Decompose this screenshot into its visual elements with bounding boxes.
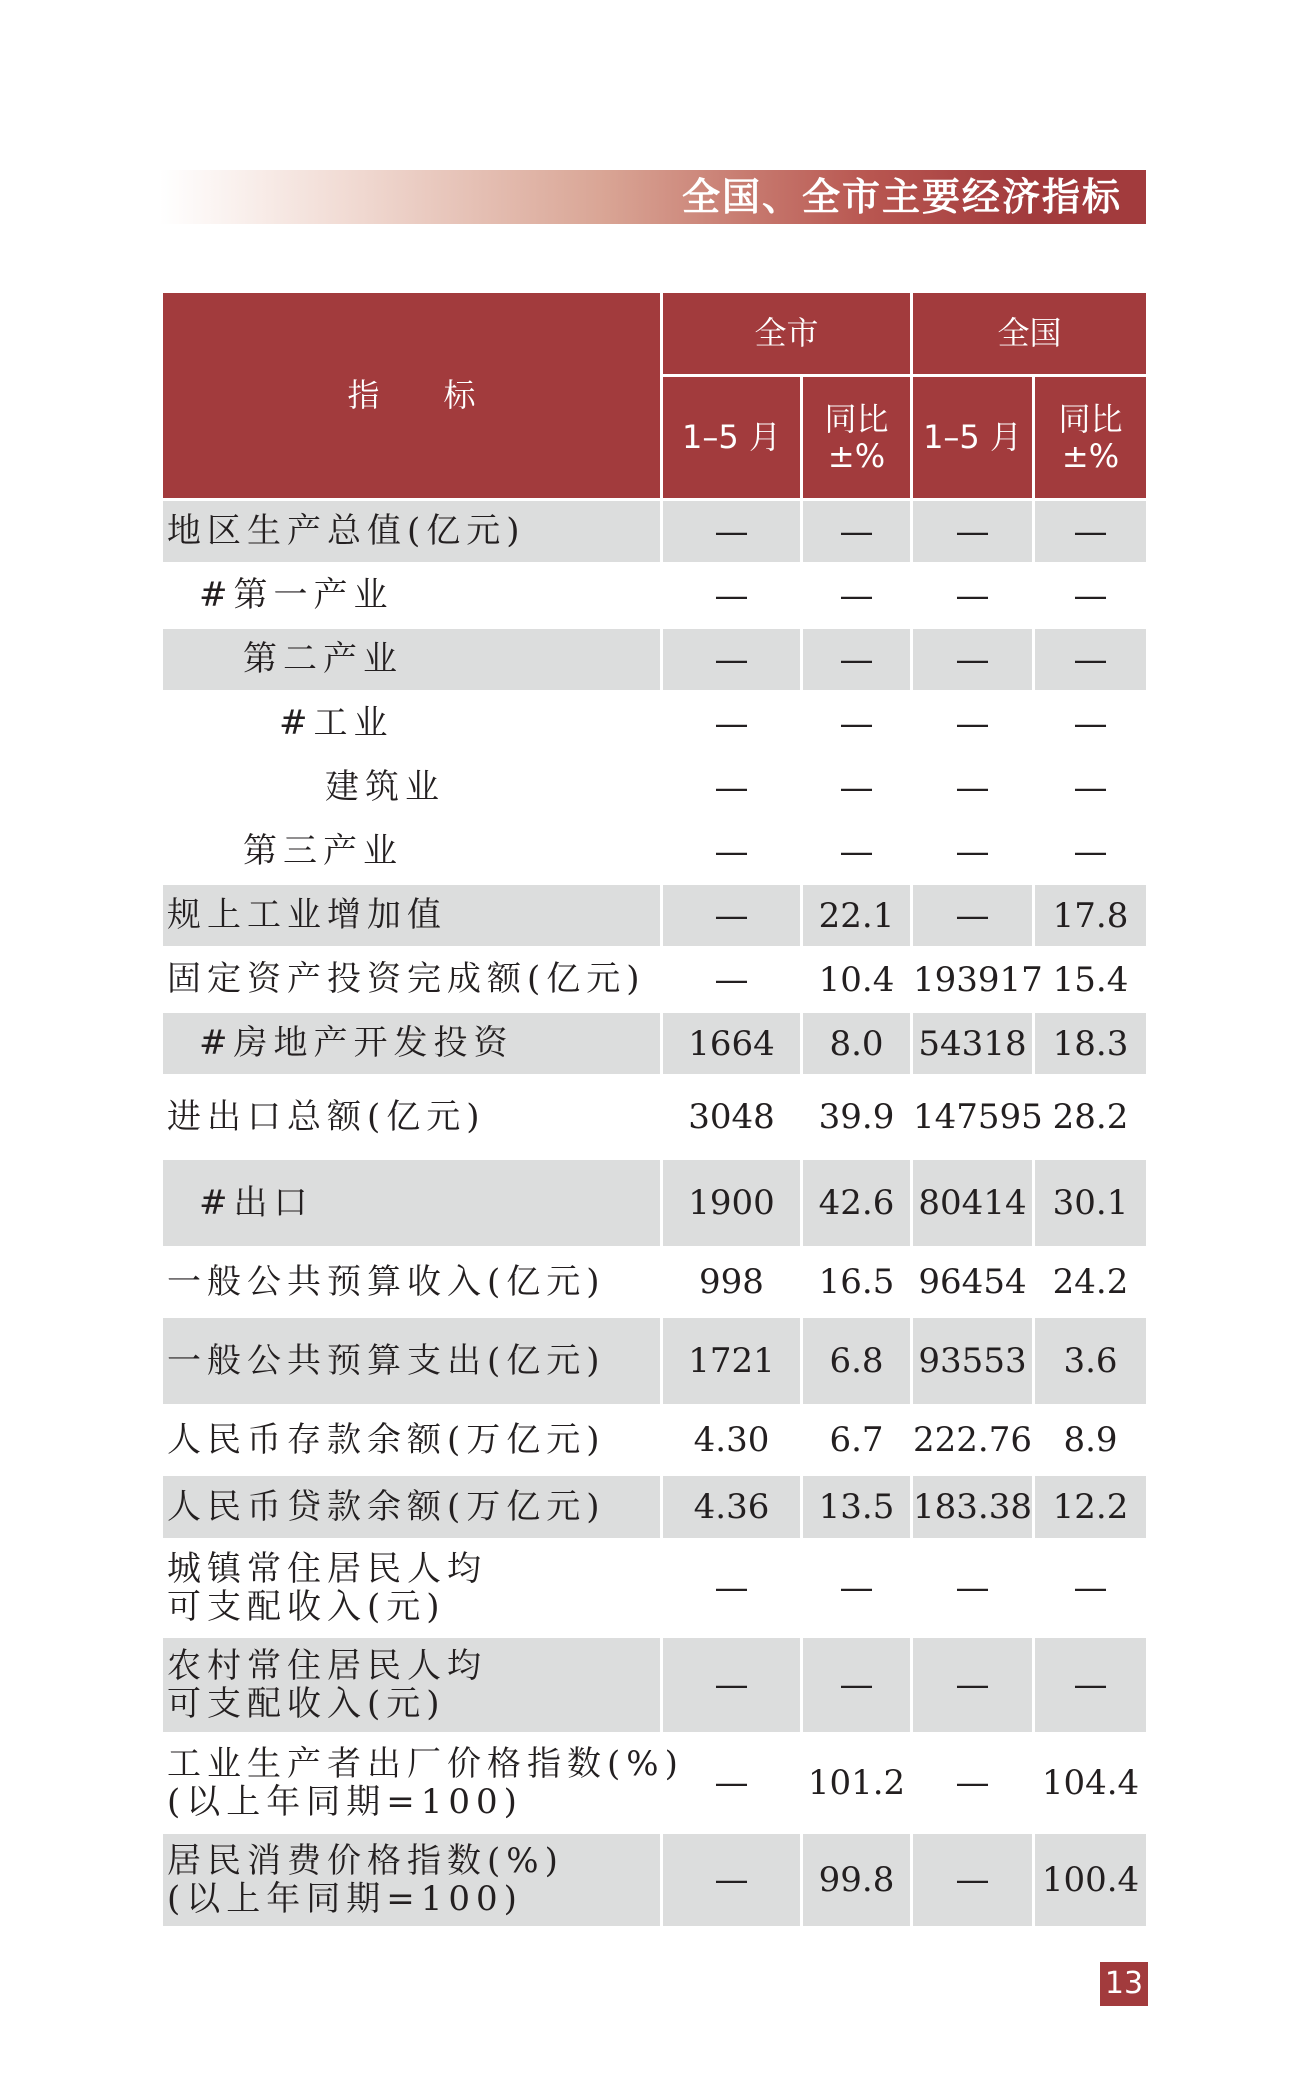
row-value: 100.4	[1034, 1833, 1148, 1928]
row-value: 147595	[912, 1076, 1034, 1159]
row-value: 54318	[912, 1012, 1034, 1076]
row-value: 4.36	[662, 1475, 802, 1540]
row-value: 96454	[912, 1248, 1034, 1317]
row-value: —	[912, 628, 1034, 692]
row-label	[162, 756, 662, 820]
header-nation-yoy-text: 同比 ±%	[1058, 399, 1123, 475]
row-label-text: #第一产业	[199, 575, 394, 616]
row-value: —	[802, 1540, 912, 1637]
table-row	[162, 1540, 1148, 1637]
row-value: —	[662, 884, 802, 948]
row-label	[162, 820, 662, 884]
table-row	[162, 948, 1148, 1012]
table-row	[162, 1637, 1148, 1734]
table-row	[162, 820, 1148, 884]
row-value: 30.1	[1034, 1159, 1148, 1248]
row-value: —	[912, 1540, 1034, 1637]
row-value: —	[802, 692, 912, 756]
row-value: —	[912, 820, 1034, 884]
table-row	[162, 1076, 1148, 1159]
row-value: —	[912, 756, 1034, 820]
row-label-text: 建筑业	[325, 767, 445, 808]
row-label-text: 农村常住居民人均	[167, 1645, 487, 1686]
row-label-text: #出口	[199, 1182, 314, 1223]
row-label-text: 城镇常住居民人均	[167, 1548, 487, 1589]
row-value: 3048	[662, 1076, 802, 1159]
header-nation-yoy	[1034, 376, 1148, 500]
table-row	[162, 628, 1148, 692]
row-value: —	[662, 628, 802, 692]
table-row	[162, 564, 1148, 628]
row-label-text: 人民币存款余额(万亿元)	[167, 1419, 606, 1460]
row-value: —	[662, 1540, 802, 1637]
row-value: 28.2	[1034, 1076, 1148, 1159]
row-label	[162, 692, 662, 756]
row-value: 22.1	[802, 884, 912, 948]
row-value: —	[1034, 628, 1148, 692]
row-value: 1721	[662, 1317, 802, 1406]
row-value: —	[1034, 692, 1148, 756]
row-label	[162, 1637, 662, 1734]
row-label	[162, 564, 662, 628]
row-label-text: 进出口总额(亿元)	[167, 1096, 486, 1137]
row-label	[162, 628, 662, 692]
row-value: —	[662, 1833, 802, 1928]
row-value: —	[662, 756, 802, 820]
header-city-period: 1–5 月	[662, 376, 802, 500]
row-value: —	[912, 1637, 1034, 1734]
row-value: 10.4	[802, 948, 912, 1012]
row-value: 101.2	[802, 1734, 912, 1833]
row-value: —	[662, 564, 802, 628]
row-value: —	[662, 948, 802, 1012]
row-label-text: 一般公共预算收入(亿元)	[167, 1261, 606, 1302]
row-value: 24.2	[1034, 1248, 1148, 1317]
header-city: 全市	[662, 292, 912, 376]
row-label-line2: (以上年同期=100)	[167, 1782, 523, 1822]
row-label-text: 第三产业	[243, 831, 403, 872]
row-value: 4.30	[662, 1406, 802, 1475]
table-row	[162, 1406, 1148, 1475]
indicators-table	[160, 290, 1149, 1929]
row-value: 93553	[912, 1317, 1034, 1406]
row-label-text: 人民币贷款余额(万亿元)	[167, 1486, 606, 1527]
table-row	[162, 756, 1148, 820]
row-value: 183.38	[912, 1475, 1034, 1540]
row-label	[162, 1012, 662, 1076]
row-value: 1664	[662, 1012, 802, 1076]
row-value: —	[1034, 1637, 1148, 1734]
row-value: —	[912, 1734, 1034, 1833]
row-label	[162, 884, 662, 948]
row-value: —	[802, 500, 912, 564]
row-label-text: #工业	[279, 703, 394, 744]
row-label-line2: 可支配收入(元)	[167, 1587, 446, 1627]
row-label-line2: (以上年同期=100)	[167, 1879, 523, 1919]
table-row	[162, 692, 1148, 756]
header-city-yoy-text: 同比 ±%	[824, 399, 889, 475]
row-label	[162, 1540, 662, 1637]
table-body	[162, 500, 1148, 1928]
table-row	[162, 1012, 1148, 1076]
row-value: 6.8	[802, 1317, 912, 1406]
row-label	[162, 1159, 662, 1248]
table-row	[162, 1317, 1148, 1406]
row-label	[162, 1833, 662, 1928]
row-label	[162, 1406, 662, 1475]
row-value: 42.6	[802, 1159, 912, 1248]
row-label-text: 第二产业	[243, 639, 403, 680]
row-value: 1900	[662, 1159, 802, 1248]
row-value: —	[1034, 1540, 1148, 1637]
row-value: 222.76	[912, 1406, 1034, 1475]
row-label-text: 居民消费价格指数(%)	[167, 1840, 564, 1881]
section-title: 全国、全市主要经济指标	[681, 175, 1122, 219]
row-value: —	[802, 564, 912, 628]
row-value: —	[662, 692, 802, 756]
row-value: —	[662, 1734, 802, 1833]
row-label	[162, 1248, 662, 1317]
row-value: —	[662, 820, 802, 884]
row-label-text: 一般公共预算支出(亿元)	[167, 1340, 606, 1381]
table-row	[162, 1159, 1148, 1248]
row-value: —	[912, 500, 1034, 564]
row-value: 39.9	[802, 1076, 912, 1159]
row-value: 8.9	[1034, 1406, 1148, 1475]
row-label	[162, 1317, 662, 1406]
row-label-line2: 可支配收入(元)	[167, 1684, 446, 1724]
row-value: —	[802, 628, 912, 692]
row-value: 99.8	[802, 1833, 912, 1928]
row-label	[162, 1076, 662, 1159]
table-row	[162, 1248, 1148, 1317]
row-value: —	[1034, 820, 1148, 884]
row-value: 8.0	[802, 1012, 912, 1076]
row-value: 15.4	[1034, 948, 1148, 1012]
row-label-text: 规上工业增加值	[167, 895, 447, 936]
row-label	[162, 1475, 662, 1540]
header-indicator: 指 标	[162, 292, 662, 500]
section-title-band	[160, 170, 1146, 224]
row-label	[162, 948, 662, 1012]
row-value: —	[662, 500, 802, 564]
row-label-text: 地区生产总值(亿元)	[167, 511, 526, 552]
table-row	[162, 500, 1148, 564]
row-value: —	[912, 692, 1034, 756]
row-value: 18.3	[1034, 1012, 1148, 1076]
row-value: 13.5	[802, 1475, 912, 1540]
row-value: —	[912, 1833, 1034, 1928]
row-value: —	[802, 756, 912, 820]
row-label-text: 工业生产者出厂价格指数(%)	[167, 1743, 684, 1784]
row-value: 16.5	[802, 1248, 912, 1317]
page-number: 13	[1100, 1962, 1148, 2006]
row-value: —	[1034, 564, 1148, 628]
header-city-yoy	[802, 376, 912, 500]
row-value: —	[912, 564, 1034, 628]
row-value: —	[912, 884, 1034, 948]
row-value: —	[1034, 756, 1148, 820]
row-label	[162, 1734, 684, 1833]
row-value: 6.7	[802, 1406, 912, 1475]
row-value: 104.4	[1034, 1734, 1148, 1833]
row-value: 12.2	[1034, 1475, 1148, 1540]
row-value: —	[802, 820, 912, 884]
header-nation-period: 1–5 月	[912, 376, 1034, 500]
row-value: —	[1034, 500, 1148, 564]
row-value: 3.6	[1034, 1317, 1148, 1406]
header-nation: 全国	[912, 292, 1148, 376]
table-row	[162, 1833, 1148, 1928]
row-value: 80414	[912, 1159, 1034, 1248]
row-label	[162, 500, 662, 564]
row-value: —	[662, 1637, 802, 1734]
row-value: —	[802, 1637, 912, 1734]
table-row	[162, 884, 1148, 948]
row-value: 17.8	[1034, 884, 1148, 948]
row-value: 193917	[912, 948, 1034, 1012]
row-value: 998	[662, 1248, 802, 1317]
table-row	[162, 1734, 1148, 1833]
table-row	[162, 1475, 1148, 1540]
row-label-text: #房地产开发投资	[199, 1023, 514, 1064]
row-label-text: 固定资产投资完成额(亿元)	[167, 959, 646, 1000]
